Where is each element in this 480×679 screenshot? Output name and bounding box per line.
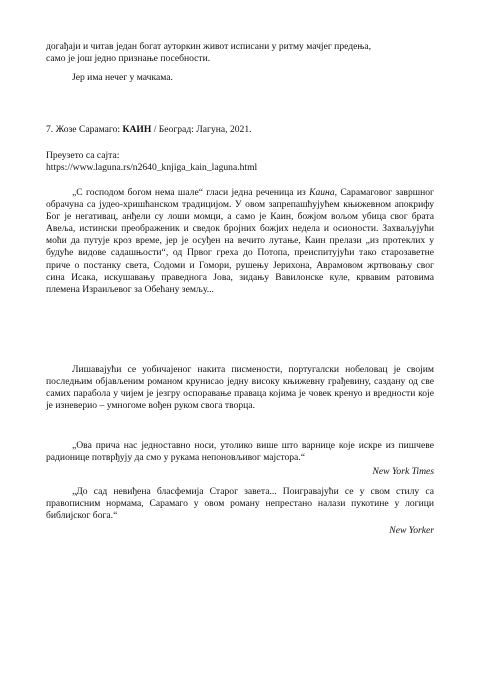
review-source-1: New York Times — [372, 466, 434, 477]
source-label: Преузето са сајта: — [46, 150, 120, 161]
review-quote-2: „До сад невиђена бласфемија Старог завета... Поигравајући се у свом стилу са правописним нормама, Сарамаго у овом роману непрестано налази пукотине у логици библијског бога.“ — [46, 486, 434, 522]
review-quote-1: „Ова прича нас једноставно носи, утолико више што варнице које искре из пишчеве радионице потврђују да смо у рукама непоновљивог мајстора.“ — [46, 440, 434, 464]
book-entry-prefix: 7. Жозе Сарамаго: — [46, 124, 123, 135]
book-entry-publisher: / Београд: Лагуна, 2021. — [151, 124, 252, 135]
intro-line-3: Јер има нечег у мачкама. — [72, 72, 173, 83]
book-entry-heading — [46, 124, 434, 136]
description-paragraph-2: Лишавајући се уобичајеног накита писмености, португалски нобеловац је својим последњим објављеним романом крунисао једну високу књижевну грађевину, саздану од све самих парабола у чијем је језгру оспоравање праваца којима је човек кренуо и вредности које је изневерио – умногоме вођен руком свога творца. — [46, 364, 434, 412]
intro-line-1: догађаји и читав један богат ауторкин живот исписани у ритму мачјег предења, — [46, 41, 371, 52]
description-paragraph-1 — [46, 187, 434, 296]
review-source-2: New Yorker — [389, 525, 434, 536]
description-p1-italic-title: Каина — [309, 187, 335, 198]
intro-line-2: само је још једно признање посебности. — [46, 53, 211, 64]
description-p1-rest: , Сарамаговог завршног обрачуна са јудео-хришћанском традицијом. У овом запрепашћујућем књижевном апокрифу Бог је негативац, анђели су лоши момци, а само је Каин, божјом вољом убица свог брата Авеља, истински преображеник и сведок бројних божјих недела и осионости. Захваљујући моћи да путује кроз време, јер је осуђен на вечито лутање, Каин прелази „из протеклих у будуће видове садашњости“, од Првог греха до Потопа, преиспитујући тако старозаветне приче о постанку света, Содоми и Гомори, рушењу Јерихона, Аврамовом жртвовању свог сина Исака, искушавању праведнога Јова, зидању Вавилонске куле, крвавим ратовима племена Израиљевог за Обећану земљу... — [46, 187, 434, 295]
description-p1-start: „С господом богом нема шале“ гласи једна реченица из — [72, 187, 310, 198]
source-url: https://www.laguna.rs/n2640_knjiga_kain_laguna.html — [46, 162, 258, 173]
book-title: КАИН — [122, 124, 152, 135]
